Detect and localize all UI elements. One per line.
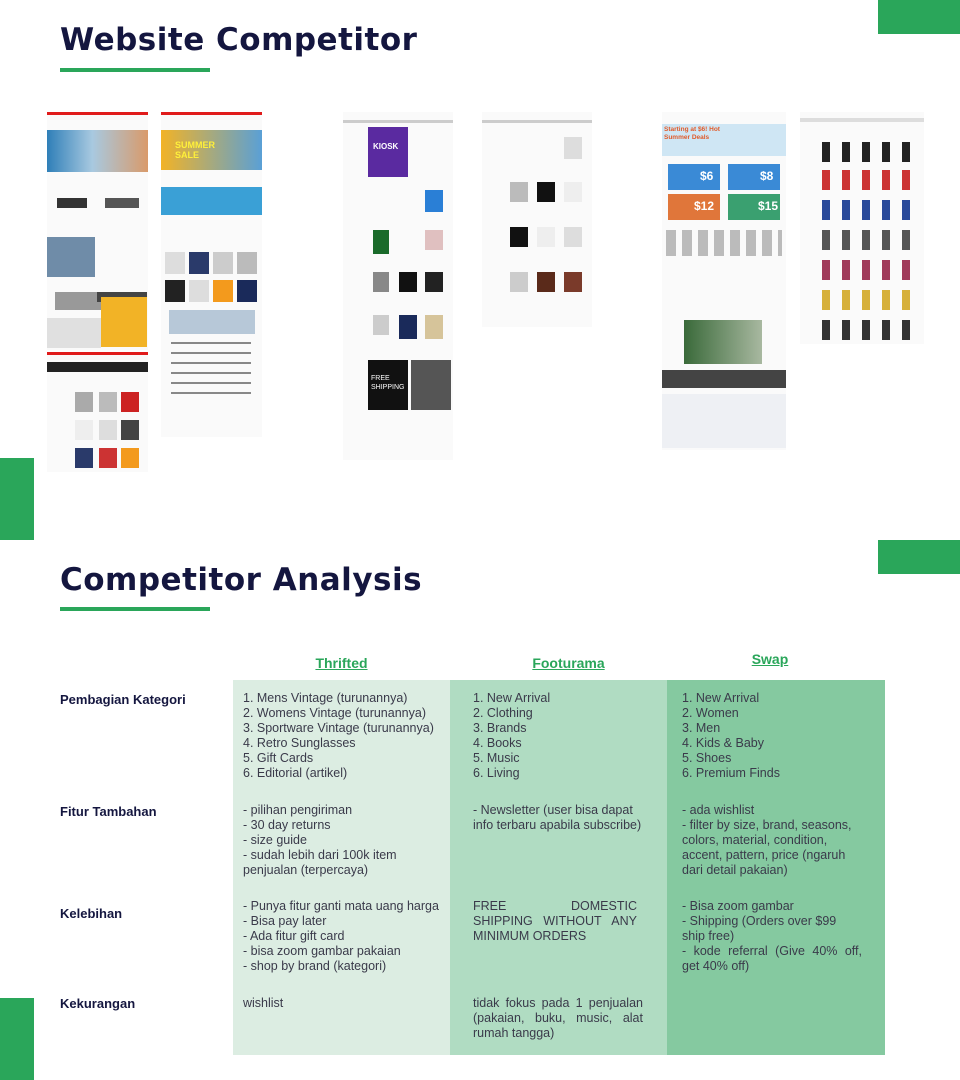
thrifted-homepage-screenshot [47, 112, 148, 350]
row-label-fitur-tambahan: Fitur Tambahan [60, 804, 157, 819]
list-item: penjualan (terpercaya) [243, 863, 369, 877]
list-item: 6. Living [473, 766, 520, 780]
list-item: 3. Men [682, 721, 721, 735]
green-block-right-middle [878, 540, 960, 574]
thrifted-sale-screenshot [161, 112, 262, 437]
hot-summer-deals-text: Starting at $6! Hot Summer Deals [664, 126, 720, 141]
list-item: colors, material, condition, [682, 833, 828, 847]
list-item: 1. New Arrival [473, 691, 551, 705]
cell-kekurangan-thrifted [243, 996, 443, 1011]
list-item: 1. Mens Vintage (turunannya) [243, 691, 408, 705]
cell-kelebihan-swap [682, 899, 862, 974]
summer-sale-text: SUMMER SALE [175, 140, 215, 160]
list-item: 4. Books [473, 736, 522, 750]
list-item: - ada wishlist [682, 803, 755, 817]
kiosk-banner [368, 127, 408, 177]
column-header-footurama[interactable]: Footurama [532, 655, 605, 671]
title-underline-2 [60, 607, 210, 611]
list-item: - Shipping (Orders over $99 ship free) [682, 914, 837, 943]
list-item: - Newsletter (user bisa dapat [473, 803, 633, 817]
list-item: wishlist [243, 996, 284, 1010]
title-underline [60, 68, 210, 72]
list-item: 4. Kids & Baby [682, 736, 764, 750]
list-item: 6. Premium Finds [682, 766, 780, 780]
list-item: 1. New Arrival [682, 691, 760, 705]
list-item: 5. Music [473, 751, 520, 765]
footurama-homepage-screenshot: KIOSK FREE SHIPPING [343, 112, 453, 460]
section-title-competitor-analysis: Competitor Analysis [60, 562, 423, 598]
cell-kategori-footurama [473, 691, 648, 781]
cell-kelebihan-thrifted [243, 899, 448, 974]
list-item: 6. Editorial (artikel) [243, 766, 348, 780]
list-item: - Bisa zoom gambar [682, 899, 794, 913]
column-header-thrifted[interactable]: Thrifted [315, 655, 368, 671]
list-item: accent, pattern, price (ngaruh [682, 848, 846, 862]
list-item: 2. Clothing [473, 706, 533, 720]
green-block-top-right [878, 0, 960, 34]
swap-listing-screenshot [800, 112, 924, 344]
list-item: 3. Sportware Vintage (turunannya) [243, 721, 434, 735]
column-header-swap[interactable]: Swap [751, 651, 789, 667]
list-item: - 30 day returns [243, 818, 331, 832]
row-label-pembagian-kategori: Pembagian Kategori [60, 692, 186, 707]
section-title-website-competitor: Website Competitor [60, 22, 418, 58]
list-item: - size guide [243, 833, 307, 847]
list-item: - sudah lebih dari 100k item [243, 848, 397, 862]
cell-fitur-footurama [473, 803, 648, 833]
cell-kelebihan-footurama [473, 899, 637, 944]
list-item: FREE DOMESTIC SHIPPING WITHOUT ANY MINIMUM ORDERS [473, 899, 637, 943]
swap-homepage-screenshot: Starting at $6! Hot Summer Deals $6 $8 $12 $15 [662, 112, 786, 450]
list-item: - bisa zoom gambar pakaian [243, 944, 401, 958]
list-item: 5. Gift Cards [243, 751, 314, 765]
list-item: - Punya fitur ganti mata uang harga [243, 899, 439, 913]
row-label-kelebihan: Kelebihan [60, 906, 123, 921]
row-label-kekurangan: Kekurangan [60, 996, 136, 1011]
list-item: - kode referral (Give 40% off, get 40% off) [682, 944, 862, 973]
list-item: 2. Women [682, 706, 739, 720]
list-item: info terbaru apabila subscribe) [473, 818, 642, 832]
green-block-left-bottom [0, 998, 34, 1080]
list-item: 5. Shoes [682, 751, 732, 765]
cell-kekurangan-footurama [473, 996, 643, 1041]
cell-kategori-swap [682, 691, 867, 781]
list-item: - pilihan pengiriman [243, 803, 353, 817]
cell-fitur-thrifted [243, 803, 443, 878]
cell-kategori-thrifted [243, 691, 443, 781]
list-item: - filter by size, brand, seasons, [682, 818, 852, 832]
footurama-listing-screenshot [482, 112, 592, 327]
list-item: - Ada fitur gift card [243, 929, 345, 943]
list-item: dari detail pakaian) [682, 863, 788, 877]
list-item: tidak fokus pada 1 penjualan (pakaian, buku, music, alat rumah tangga) [473, 996, 643, 1040]
cell-fitur-swap [682, 803, 867, 878]
list-item: - Bisa pay later [243, 914, 327, 928]
list-item: 4. Retro Sunglasses [243, 736, 356, 750]
list-item: 2. Womens Vintage (turunannya) [243, 706, 426, 720]
green-block-left-middle [0, 458, 34, 540]
thrifted-listing-screenshot [47, 352, 148, 472]
list-item: 3. Brands [473, 721, 527, 735]
list-item: - shop by brand (kategori) [243, 959, 387, 973]
